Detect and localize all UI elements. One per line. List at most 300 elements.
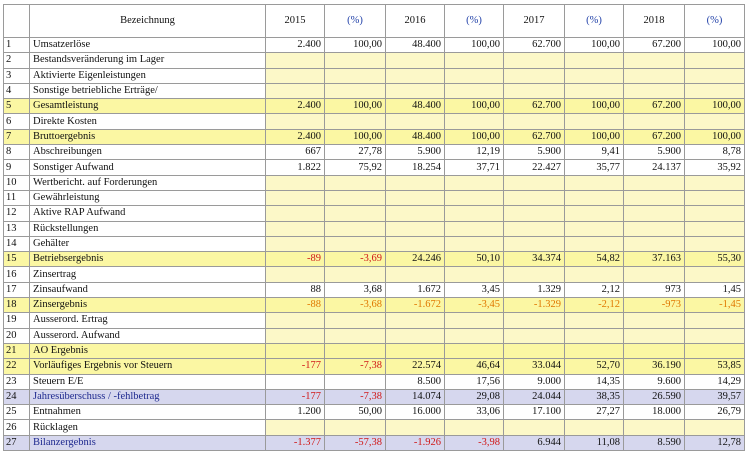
- percent-cell: 1,45: [685, 282, 745, 297]
- percent-cell[interactable]: [685, 328, 745, 343]
- value-cell[interactable]: [504, 221, 565, 236]
- value-cell[interactable]: [386, 313, 445, 328]
- row-label: Rückstellungen: [30, 221, 266, 236]
- percent-cell[interactable]: [685, 206, 745, 221]
- percent-cell: 33,06: [445, 405, 504, 420]
- percent-cell: 100,00: [325, 99, 386, 114]
- value-cell: 1.672: [386, 282, 445, 297]
- percent-cell: 26,79: [685, 405, 745, 420]
- percent-cell[interactable]: [325, 328, 386, 343]
- row-label: Aktive RAP Aufwand: [30, 206, 266, 221]
- percent-cell: -3,68: [325, 298, 386, 313]
- value-cell: [386, 343, 445, 358]
- percent-cell[interactable]: [445, 206, 504, 221]
- percent-cell: 100,00: [445, 38, 504, 53]
- percent-cell: 11,08: [565, 435, 624, 450]
- value-cell[interactable]: [386, 53, 445, 68]
- percent-cell[interactable]: [445, 236, 504, 251]
- value-cell: 26.590: [624, 389, 685, 404]
- table-row: [4, 190, 745, 205]
- percent-cell[interactable]: [685, 53, 745, 68]
- value-cell: 48.400: [386, 99, 445, 114]
- row-label: Umsatzerlöse: [30, 38, 266, 53]
- value-cell: 48.400: [386, 129, 445, 144]
- value-cell[interactable]: [386, 420, 445, 435]
- row-label: Aktivierte Eigenleistungen: [30, 68, 266, 83]
- percent-cell: 35,77: [565, 160, 624, 175]
- percent-cell[interactable]: [565, 206, 624, 221]
- table-row: [4, 129, 745, 144]
- value-cell: 8.500: [386, 374, 445, 389]
- table-row: [4, 420, 745, 435]
- value-cell[interactable]: [624, 221, 685, 236]
- value-cell[interactable]: [624, 420, 685, 435]
- row-number: 23: [4, 374, 30, 389]
- value-cell: 9.000: [504, 374, 565, 389]
- percent-cell: -3,98: [445, 435, 504, 450]
- percent-cell: 55,30: [685, 252, 745, 267]
- value-cell[interactable]: [266, 267, 325, 282]
- percent-cell: [325, 343, 386, 358]
- row-label: Steuern E/E: [30, 374, 266, 389]
- percent-cell[interactable]: [325, 313, 386, 328]
- row-label: Gesamtleistung: [30, 99, 266, 114]
- row-label: Betriebsergebnis: [30, 252, 266, 267]
- percent-cell[interactable]: [325, 221, 386, 236]
- value-cell: 5.900: [504, 145, 565, 160]
- table-row: [4, 252, 745, 267]
- value-cell: [624, 343, 685, 358]
- table-row: [4, 114, 745, 129]
- percent-cell: 14,29: [685, 374, 745, 389]
- percent-cell[interactable]: [565, 114, 624, 129]
- percent-cell: 14,35: [565, 374, 624, 389]
- row-label: Gehälter: [30, 236, 266, 251]
- table-row: [4, 435, 745, 450]
- percent-cell: -3,69: [325, 252, 386, 267]
- row-number: 14: [4, 236, 30, 251]
- value-cell[interactable]: [504, 313, 565, 328]
- value-cell: 62.700: [504, 38, 565, 53]
- value-cell[interactable]: [624, 53, 685, 68]
- financial-table: [3, 4, 745, 451]
- row-label: Abschreibungen: [30, 145, 266, 160]
- value-cell: 18.254: [386, 160, 445, 175]
- value-cell: -177: [266, 389, 325, 404]
- value-cell[interactable]: [266, 190, 325, 205]
- percent-cell: 27,78: [325, 145, 386, 160]
- row-number: 5: [4, 99, 30, 114]
- percent-cell[interactable]: [685, 68, 745, 83]
- row-label: Ausserord. Ertrag: [30, 313, 266, 328]
- percent-cell[interactable]: [685, 221, 745, 236]
- percent-cell[interactable]: [565, 190, 624, 205]
- value-cell[interactable]: [386, 236, 445, 251]
- percent-cell[interactable]: [565, 267, 624, 282]
- value-cell: 62.700: [504, 129, 565, 144]
- value-cell[interactable]: [504, 420, 565, 435]
- percent-cell: 100,00: [685, 38, 745, 53]
- value-cell[interactable]: [266, 83, 325, 98]
- value-cell: [266, 343, 325, 358]
- row-label: Bilanzergebnis: [30, 435, 266, 450]
- percent-cell[interactable]: [325, 206, 386, 221]
- row-number: 4: [4, 83, 30, 98]
- value-cell: 24.044: [504, 389, 565, 404]
- table-row: [4, 175, 745, 190]
- percent-cell[interactable]: [685, 420, 745, 435]
- value-cell: 5.900: [624, 145, 685, 160]
- value-cell: 67.200: [624, 99, 685, 114]
- value-cell: 1.329: [504, 282, 565, 297]
- row-number: 16: [4, 267, 30, 282]
- value-cell[interactable]: [266, 114, 325, 129]
- value-cell[interactable]: [386, 267, 445, 282]
- percent-cell: 100,00: [685, 129, 745, 144]
- value-cell: 24.246: [386, 252, 445, 267]
- value-cell: 2.400: [266, 129, 325, 144]
- percent-cell[interactable]: [565, 221, 624, 236]
- value-cell[interactable]: [624, 328, 685, 343]
- value-cell[interactable]: [266, 53, 325, 68]
- percent-cell: -7,38: [325, 359, 386, 374]
- header-pct: (%): [325, 5, 386, 38]
- spreadsheet: [3, 4, 744, 452]
- percent-cell[interactable]: [685, 175, 745, 190]
- percent-cell[interactable]: [325, 175, 386, 190]
- value-cell: 33.044: [504, 359, 565, 374]
- table-row: [4, 68, 745, 83]
- value-cell[interactable]: [266, 206, 325, 221]
- value-cell: 8.590: [624, 435, 685, 450]
- value-cell: -88: [266, 298, 325, 313]
- percent-cell: 2,12: [565, 282, 624, 297]
- value-cell: 1.200: [266, 405, 325, 420]
- percent-cell: -57,38: [325, 435, 386, 450]
- row-label: Direkte Kosten: [30, 114, 266, 129]
- percent-cell[interactable]: [565, 175, 624, 190]
- percent-cell: 37,71: [445, 160, 504, 175]
- table-row: [4, 313, 745, 328]
- value-cell[interactable]: [624, 267, 685, 282]
- percent-cell: [685, 343, 745, 358]
- percent-cell: 12,78: [685, 435, 745, 450]
- row-number: 26: [4, 420, 30, 435]
- percent-cell[interactable]: [565, 313, 624, 328]
- percent-cell: 9,41: [565, 145, 624, 160]
- row-number: 10: [4, 175, 30, 190]
- value-cell: -89: [266, 252, 325, 267]
- row-number: 20: [4, 328, 30, 343]
- table-row: [4, 374, 745, 389]
- value-cell: 67.200: [624, 38, 685, 53]
- row-number: 19: [4, 313, 30, 328]
- table-row: [4, 328, 745, 343]
- table-row: [4, 38, 745, 53]
- value-cell[interactable]: [266, 175, 325, 190]
- value-cell[interactable]: [504, 236, 565, 251]
- percent-cell: 75,92: [325, 160, 386, 175]
- value-cell: 62.700: [504, 99, 565, 114]
- percent-cell: 29,08: [445, 389, 504, 404]
- percent-cell: -1,45: [685, 298, 745, 313]
- percent-cell[interactable]: [325, 83, 386, 98]
- row-label: Bestandsveränderung im Lager: [30, 53, 266, 68]
- value-cell[interactable]: [386, 114, 445, 129]
- table-row: [4, 221, 745, 236]
- percent-cell: -2,12: [565, 298, 624, 313]
- value-cell: -1.672: [386, 298, 445, 313]
- row-number: 2: [4, 53, 30, 68]
- row-number: 13: [4, 221, 30, 236]
- percent-cell[interactable]: [685, 267, 745, 282]
- value-cell[interactable]: [266, 328, 325, 343]
- table-row: [4, 236, 745, 251]
- percent-cell[interactable]: [445, 313, 504, 328]
- percent-cell: 100,00: [565, 38, 624, 53]
- value-cell[interactable]: [504, 53, 565, 68]
- percent-cell: 46,64: [445, 359, 504, 374]
- value-cell[interactable]: [504, 175, 565, 190]
- value-cell[interactable]: [266, 68, 325, 83]
- row-label: Gewährleistung: [30, 190, 266, 205]
- row-number: 18: [4, 298, 30, 313]
- value-cell: 2.400: [266, 99, 325, 114]
- value-cell[interactable]: [624, 236, 685, 251]
- value-cell: 973: [624, 282, 685, 297]
- percent-cell[interactable]: [565, 83, 624, 98]
- header-year-2015: 2015: [266, 5, 325, 38]
- value-cell: 16.000: [386, 405, 445, 420]
- row-label: Bruttoergebnis: [30, 129, 266, 144]
- percent-cell: 8,78: [685, 145, 745, 160]
- percent-cell[interactable]: [325, 420, 386, 435]
- value-cell: -1.377: [266, 435, 325, 450]
- table-row: [4, 206, 745, 221]
- value-cell: 24.137: [624, 160, 685, 175]
- percent-cell: [445, 343, 504, 358]
- percent-cell: 100,00: [685, 99, 745, 114]
- percent-cell: 100,00: [565, 99, 624, 114]
- value-cell: -973: [624, 298, 685, 313]
- value-cell: -177: [266, 359, 325, 374]
- row-label: AO Ergebnis: [30, 343, 266, 358]
- table-row: [4, 282, 745, 297]
- value-cell[interactable]: [386, 68, 445, 83]
- table-body: [4, 38, 745, 451]
- value-cell[interactable]: [504, 68, 565, 83]
- header-row: [4, 5, 745, 38]
- value-cell: 2.400: [266, 38, 325, 53]
- percent-cell: [325, 374, 386, 389]
- percent-cell: 50,10: [445, 252, 504, 267]
- value-cell: 37.163: [624, 252, 685, 267]
- percent-cell: 50,00: [325, 405, 386, 420]
- value-cell: 48.400: [386, 38, 445, 53]
- row-number: 25: [4, 405, 30, 420]
- percent-cell[interactable]: [325, 114, 386, 129]
- value-cell: [266, 374, 325, 389]
- value-cell[interactable]: [624, 68, 685, 83]
- percent-cell: 17,56: [445, 374, 504, 389]
- percent-cell[interactable]: [445, 221, 504, 236]
- percent-cell: -3,45: [445, 298, 504, 313]
- header-pct: (%): [565, 5, 624, 38]
- value-cell: -1.329: [504, 298, 565, 313]
- value-cell[interactable]: [504, 83, 565, 98]
- value-cell[interactable]: [624, 313, 685, 328]
- row-label: Sonstige betriebliche Erträge/: [30, 83, 266, 98]
- row-label: Zinsertrag: [30, 267, 266, 282]
- percent-cell[interactable]: [445, 53, 504, 68]
- row-number: 22: [4, 359, 30, 374]
- percent-cell[interactable]: [565, 68, 624, 83]
- percent-cell: 100,00: [325, 38, 386, 53]
- table-row: [4, 389, 745, 404]
- row-number: 27: [4, 435, 30, 450]
- percent-cell[interactable]: [685, 190, 745, 205]
- percent-cell[interactable]: [445, 328, 504, 343]
- row-number: 8: [4, 145, 30, 160]
- percent-cell[interactable]: [445, 420, 504, 435]
- percent-cell: 12,19: [445, 145, 504, 160]
- percent-cell[interactable]: [685, 114, 745, 129]
- row-number: 21: [4, 343, 30, 358]
- table-row: [4, 145, 745, 160]
- header-year-2018: 2018: [624, 5, 685, 38]
- percent-cell: 100,00: [565, 129, 624, 144]
- percent-cell[interactable]: [685, 236, 745, 251]
- percent-cell[interactable]: [445, 267, 504, 282]
- row-number: 11: [4, 190, 30, 205]
- value-cell: 34.374: [504, 252, 565, 267]
- percent-cell[interactable]: [565, 53, 624, 68]
- row-number: 9: [4, 160, 30, 175]
- value-cell[interactable]: [386, 83, 445, 98]
- value-cell: 9.600: [624, 374, 685, 389]
- percent-cell[interactable]: [445, 114, 504, 129]
- table-row: [4, 405, 745, 420]
- value-cell[interactable]: [386, 206, 445, 221]
- row-number: 3: [4, 68, 30, 83]
- header-pct: (%): [685, 5, 745, 38]
- percent-cell: 35,92: [685, 160, 745, 175]
- percent-cell: 27,27: [565, 405, 624, 420]
- value-cell[interactable]: [624, 114, 685, 129]
- percent-cell: -7,38: [325, 389, 386, 404]
- table-row: [4, 298, 745, 313]
- percent-cell[interactable]: [445, 68, 504, 83]
- percent-cell[interactable]: [325, 68, 386, 83]
- percent-cell: 54,82: [565, 252, 624, 267]
- value-cell: 1.822: [266, 160, 325, 175]
- percent-cell[interactable]: [565, 236, 624, 251]
- row-label: Vorläufiges Ergebnis vor Steuern: [30, 359, 266, 374]
- percent-cell: 52,70: [565, 359, 624, 374]
- value-cell[interactable]: [266, 221, 325, 236]
- value-cell: 22.574: [386, 359, 445, 374]
- percent-cell[interactable]: [565, 328, 624, 343]
- percent-cell[interactable]: [685, 83, 745, 98]
- percent-cell[interactable]: [445, 83, 504, 98]
- row-label: Jahresüberschuss / -fehlbetrag: [30, 389, 266, 404]
- value-cell[interactable]: [386, 175, 445, 190]
- value-cell[interactable]: [266, 236, 325, 251]
- row-number: 7: [4, 129, 30, 144]
- percent-cell[interactable]: [445, 190, 504, 205]
- value-cell[interactable]: [266, 313, 325, 328]
- percent-cell[interactable]: [565, 420, 624, 435]
- percent-cell: 39,57: [685, 389, 745, 404]
- value-cell[interactable]: [504, 206, 565, 221]
- table-row: [4, 53, 745, 68]
- table-row: [4, 343, 745, 358]
- value-cell: [504, 343, 565, 358]
- percent-cell: [565, 343, 624, 358]
- percent-cell: 3,45: [445, 282, 504, 297]
- value-cell[interactable]: [504, 328, 565, 343]
- value-cell[interactable]: [624, 206, 685, 221]
- percent-cell: 53,85: [685, 359, 745, 374]
- value-cell: 17.100: [504, 405, 565, 420]
- header-pct: (%): [445, 5, 504, 38]
- value-cell: -1.926: [386, 435, 445, 450]
- row-label: Entnahmen: [30, 405, 266, 420]
- percent-cell[interactable]: [445, 175, 504, 190]
- percent-cell: 3,68: [325, 282, 386, 297]
- percent-cell[interactable]: [325, 53, 386, 68]
- value-cell[interactable]: [624, 83, 685, 98]
- value-cell[interactable]: [504, 114, 565, 129]
- row-number: 15: [4, 252, 30, 267]
- row-number: 17: [4, 282, 30, 297]
- table-row: [4, 83, 745, 98]
- row-label: Zinsergebnis: [30, 298, 266, 313]
- table-row: [4, 160, 745, 175]
- value-cell: 6.944: [504, 435, 565, 450]
- percent-cell[interactable]: [325, 190, 386, 205]
- row-number: 6: [4, 114, 30, 129]
- row-label: Zinsaufwand: [30, 282, 266, 297]
- row-label: Sonstiger Aufwand: [30, 160, 266, 175]
- header-year-2017: 2017: [504, 5, 565, 38]
- percent-cell: 38,35: [565, 389, 624, 404]
- value-cell: 88: [266, 282, 325, 297]
- value-cell[interactable]: [386, 190, 445, 205]
- value-cell[interactable]: [266, 420, 325, 435]
- percent-cell[interactable]: [325, 267, 386, 282]
- value-cell[interactable]: [504, 267, 565, 282]
- value-cell: 5.900: [386, 145, 445, 160]
- value-cell[interactable]: [386, 328, 445, 343]
- row-label: Wertbericht. auf Forderungen: [30, 175, 266, 190]
- row-label: Rücklagen: [30, 420, 266, 435]
- percent-cell[interactable]: [685, 313, 745, 328]
- value-cell[interactable]: [624, 190, 685, 205]
- value-cell: 36.190: [624, 359, 685, 374]
- value-cell[interactable]: [624, 175, 685, 190]
- value-cell[interactable]: [504, 190, 565, 205]
- row-number: 24: [4, 389, 30, 404]
- table-row: [4, 99, 745, 114]
- percent-cell[interactable]: [325, 236, 386, 251]
- value-cell: 67.200: [624, 129, 685, 144]
- value-cell[interactable]: [386, 221, 445, 236]
- table-row: [4, 359, 745, 374]
- value-cell: 18.000: [624, 405, 685, 420]
- table-row: [4, 267, 745, 282]
- value-cell: 14.074: [386, 389, 445, 404]
